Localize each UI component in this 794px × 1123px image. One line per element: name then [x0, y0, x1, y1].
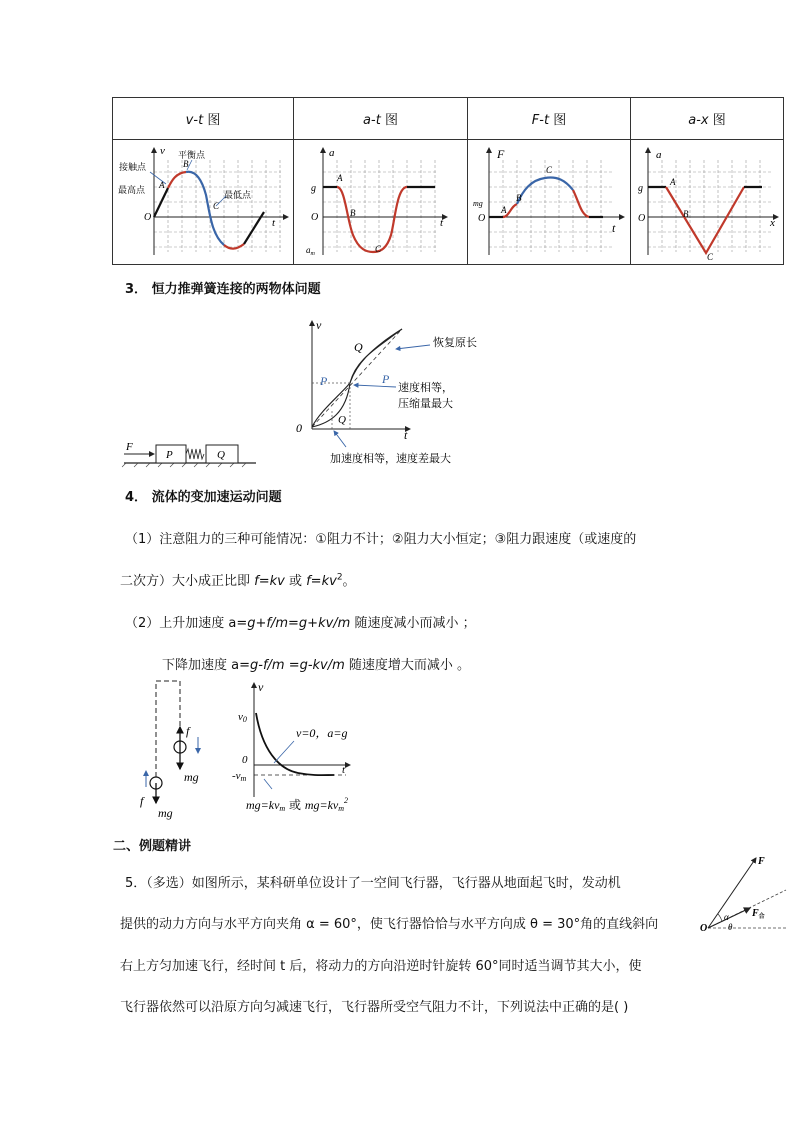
vt-curve-red-1	[168, 172, 186, 188]
ground-hatch	[122, 463, 246, 467]
ax-point-A: A	[670, 177, 676, 187]
vt-graph-cell	[113, 140, 294, 265]
ax-origin: O	[638, 213, 646, 224]
ax-x-label: x	[770, 217, 775, 229]
s3-x-label: t	[404, 428, 408, 442]
vt-lowest-point-label: 最低点	[223, 191, 251, 201]
at-am-label: $a_m$	[305, 245, 315, 257]
vt-contact-point-label: 接触点	[118, 163, 146, 173]
ax-point-C: C	[707, 252, 714, 260]
p5-alpha-arc	[718, 914, 722, 922]
s4-f-top: f	[186, 724, 190, 738]
problem5-line1: 5．（多选）如图所示，某科研单位设计了一空间飞行器，飞行器从地面起飞时，发动机	[125, 876, 621, 891]
ft-mg-label: mg	[473, 199, 483, 208]
ft-graph-cell	[468, 140, 631, 265]
s4-pointer-line-2	[264, 779, 272, 789]
at-point-A: A	[336, 173, 342, 183]
ft-point-C: C	[546, 165, 553, 175]
problem5-figure	[684, 850, 790, 946]
s3-Q-top: Q	[354, 340, 363, 354]
s4-force-figure	[128, 677, 218, 822]
p5-theta-label: θ	[728, 922, 733, 932]
ft-origin: O	[478, 213, 486, 224]
at-graph	[297, 140, 465, 260]
at-point-C: C	[374, 244, 381, 254]
ax-grid	[648, 160, 772, 252]
s4-zero-label: 0	[242, 754, 248, 766]
s4-mg-bottom: mg	[158, 806, 173, 820]
section4-title: 4． 流体的变加速运动问题	[125, 490, 282, 505]
force-label: F	[126, 441, 133, 453]
ax-point-B: B	[683, 209, 689, 219]
block-P-label: P	[166, 449, 173, 461]
s3-origin: 0	[296, 421, 302, 435]
s4-f-bottom: f	[140, 794, 144, 808]
ft-y-label: F	[497, 147, 505, 161]
s4-para1-line1: （1）注意阻力的三种可能情况：①阻力不计；②阻力大小恒定；③阻力跟速度（或速度的	[125, 532, 637, 547]
s3-max-compress-label: 压缩量最大	[398, 397, 453, 410]
p5-force-F	[708, 858, 756, 928]
at-y-label: a	[328, 147, 334, 159]
s3-arrow-accel	[334, 431, 346, 447]
s3-restore-label: 恢复原长	[433, 336, 477, 349]
ax-y-label: a	[656, 149, 662, 161]
vt-curve-red-2	[224, 244, 244, 249]
header-ft: F-t 图	[468, 98, 631, 140]
vt-point-C: C	[212, 201, 219, 211]
s4-velocity-curve	[256, 713, 334, 775]
vt-point-B: B	[182, 159, 188, 169]
section3-graph	[290, 315, 500, 465]
s4-graph-x-label: t	[342, 764, 346, 776]
header-at: a-t 图	[294, 98, 468, 140]
vt-origin: O	[143, 212, 151, 223]
vt-point-A: A	[158, 180, 164, 190]
problem5-line3: 右上方匀加速飞行，经时间 t 后，将动力的方向沿逆时针旋转 60°同时适当调节其大小，使	[120, 959, 642, 974]
at-curve-red	[337, 187, 407, 252]
ft-graph	[469, 140, 629, 260]
s4-para1-line2: 二次方）大小成正比即 f=kv 或 $f=kv^2$。	[120, 572, 356, 589]
vt-highest-point-label: 最高点	[117, 186, 145, 196]
section3-title: 3． 恒力推弹簧连接的两物体问题	[125, 282, 321, 297]
s3-arrow-restore	[396, 345, 430, 349]
s3-y-label: v	[316, 318, 322, 332]
s3-P-right: P	[382, 372, 390, 386]
s4-graph-y-label: v	[258, 680, 264, 694]
graphs-table	[112, 97, 784, 265]
ft-curve-red-2	[573, 190, 589, 217]
s4-vm-label: -vm	[232, 770, 247, 783]
s3-arrow-speed	[354, 385, 396, 387]
vt-graph	[116, 140, 291, 260]
header-vt: v-t 图	[113, 98, 294, 140]
s4-pointer-line	[274, 741, 294, 763]
s4-terminal-eq: mg=kvm 或 mg=kvm$^2$	[246, 796, 349, 813]
ft-x-label: t	[612, 221, 616, 235]
problem5-line4: 飞行器依然可以沿原方向匀减速飞行，飞行器所受空气阻力不计，下列说法中正确的是( )	[120, 1000, 629, 1015]
s4-vt-graph	[228, 677, 388, 827]
s4-para2: （2）上升加速度 a=g+f/m=g+kv/m 随速度减小而减小 ；	[125, 616, 476, 631]
ft-point-A: A	[501, 205, 507, 215]
ax-graph	[632, 140, 782, 260]
s3-P-left: P	[320, 374, 328, 388]
p5-F-label: F	[758, 856, 765, 867]
s4-v0-label: v0	[238, 711, 247, 724]
header-ax: a-x 图	[631, 98, 784, 140]
spring	[186, 449, 204, 459]
s4-condition-label: v=0，a=g	[296, 726, 348, 740]
section-ii-title: 二、例题精讲	[113, 839, 192, 854]
ax-g-label: g	[638, 183, 643, 194]
s4-para3: 下降加速度 a=g-f/m =g-kv/m 随速度增大而减小 。	[162, 658, 471, 673]
ax-graph-cell	[631, 140, 784, 265]
problem5-line2: 提供的动力方向与水平方向夹角 α = 60°，使飞行器恰恰与水平方向成 θ = 30°角的直线斜向	[120, 917, 659, 932]
p5-alpha-label: α	[724, 912, 729, 922]
vt-y-label: v	[159, 145, 165, 157]
at-point-B: B	[349, 208, 355, 218]
section3-blocks	[118, 438, 260, 468]
p5-Fh-label: $F_合$	[752, 908, 765, 920]
vt-x-label: t	[271, 217, 275, 229]
s3-Q-small: Q	[338, 414, 346, 426]
s4-path-dashed	[156, 681, 180, 777]
p5-O-label: O	[700, 923, 708, 934]
vt-curve-linear-up	[154, 188, 168, 217]
vt-balance-point-label: 平衡点	[177, 151, 205, 161]
block-Q-label: Q	[217, 449, 225, 461]
ft-point-B: B	[516, 193, 522, 203]
s3-accel-equal-label: 加速度相等，速度差最大	[330, 452, 451, 465]
s4-mg-top: mg	[184, 770, 199, 784]
at-graph-cell	[294, 140, 468, 265]
s3-speed-equal-label: 速度相等，	[398, 381, 453, 394]
at-x-label: t	[439, 217, 443, 229]
at-origin: O	[310, 212, 318, 223]
at-g-label: g	[310, 183, 316, 194]
